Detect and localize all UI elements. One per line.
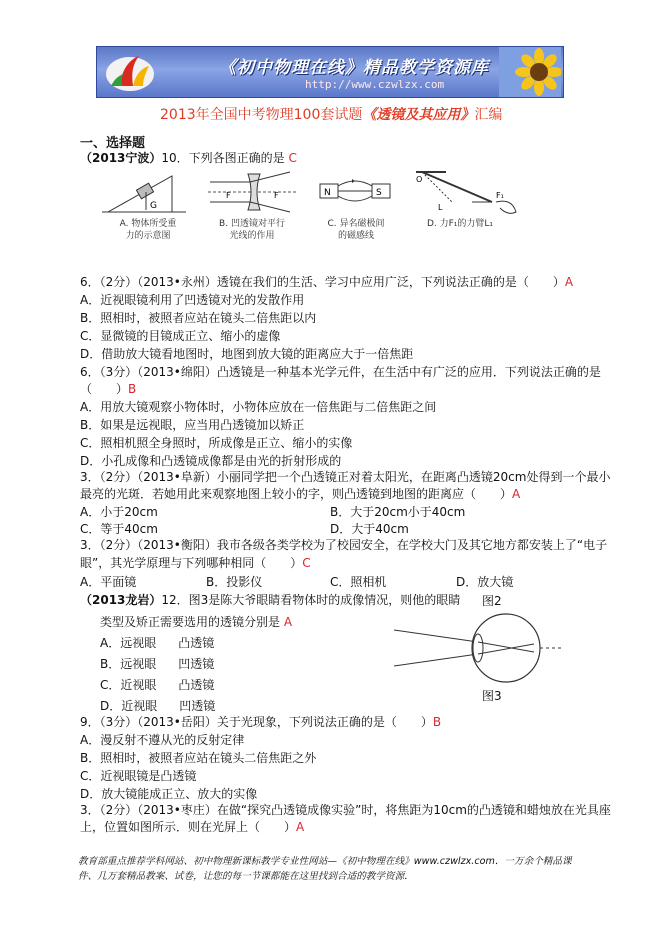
question-stem: 12．图3是陈大爷眼睛看物体时的成像情况，则他的眼睛: [161, 593, 461, 607]
banner-url[interactable]: http://www.czwlzx.com: [305, 78, 445, 91]
title-emphasis: 《透镜及其应用》: [362, 107, 475, 123]
header-banner: [96, 46, 564, 98]
svg-text:G: G: [150, 201, 157, 211]
option-d: D．借助放大镜看地图时，地图到放大镜的距离应大于一倍焦距: [80, 347, 414, 361]
option-b: B．投影仪: [206, 575, 263, 589]
option-a: [100, 634, 214, 651]
lever-arm-icon: [412, 168, 522, 218]
figure-b-caption: [204, 218, 300, 242]
caption-line: A. 物体所受重: [119, 219, 177, 229]
answer-mark: C: [302, 556, 311, 570]
option-letter: C．: [100, 678, 121, 692]
answer-mark: A: [283, 615, 293, 629]
question-stem: 最亮的光斑．若她用此来观察地图上较小的字，则凸透镜到地图的距离应（ ）: [80, 487, 513, 501]
caption-line: 光线的作用: [229, 231, 275, 241]
concave-lens-icon: [204, 168, 300, 218]
option-letter: B．: [100, 657, 121, 671]
question-3-cont: [80, 381, 136, 397]
option-b: B．大于20cm小于40cm: [330, 505, 466, 519]
eye-diagram-icon: [394, 612, 564, 684]
option-d: [100, 697, 215, 714]
question-stem: 上，位置如图所示．则在光屏上（ ）: [80, 820, 297, 834]
title-suffix: 汇编: [474, 107, 503, 123]
caption-line: 的磁感线: [337, 231, 374, 241]
question-7: [80, 714, 441, 730]
question-5-cont: [80, 555, 311, 571]
option-b: B．照相时，被照者应站在镜头二倍焦距之外: [80, 751, 317, 765]
svg-text:S: S: [376, 188, 382, 198]
figure-3-label: 图3: [482, 689, 502, 703]
page-footer: [78, 854, 588, 884]
question-8: 3．（2分）（2013•枣庄）在做“探究凸透镜成像实验”时，将焦距为10cm的凸透镜和蜡烛放在光具座: [80, 803, 611, 817]
magnet-field-icon: [308, 168, 404, 218]
document-title: [160, 104, 502, 124]
svg-text:N: N: [324, 188, 331, 198]
option-lens: 凸透镜: [178, 636, 215, 650]
option-d: D．放大镜能成正立、放大的实像: [80, 787, 258, 801]
question-stem: （ ）: [80, 382, 129, 396]
option-c: C．近视眼镜是凸透镜: [80, 769, 197, 783]
question-1-figures: [100, 168, 520, 248]
svg-text:F: F: [274, 191, 279, 200]
answer-mark: A: [296, 820, 305, 834]
question-stem: 类型及矫正需要选用的透镜分别是: [100, 615, 281, 629]
title-prefix: 2013年全国中考物理100套试题: [160, 107, 363, 123]
question-3: 6．（3分）（2013•绵阳）凸透镜是一种基本光学元件，在生活中有广泛的应用．下列说法正确的是: [80, 365, 601, 379]
figure-a: [100, 168, 196, 248]
option-lens: 凸透镜: [178, 678, 215, 692]
footer-line: 件、几万套精品教案、试卷，让您的每一节课都能在这里找到合适的教学资源．: [78, 871, 414, 882]
question-6-cont: [100, 614, 292, 630]
svg-text:L: L: [438, 203, 443, 212]
question-1: [80, 150, 297, 166]
option-eye-type: 近视眼: [120, 678, 157, 692]
section-heading: 一、选择题: [80, 136, 146, 151]
site-logo-icon: [103, 50, 157, 94]
option-a: A．近视眼镜利用了凹透镜对光的发散作用: [80, 293, 305, 307]
banner-title: 《初中物理在线》精品教学资源库: [219, 58, 489, 78]
question-2: [80, 274, 573, 290]
option-d: D．放大镜: [456, 575, 514, 589]
option-letter: D．: [100, 699, 122, 713]
option-b: B．如果是远视眼，应当用凸透镜加以矫正: [80, 418, 305, 432]
answer-mark: B: [128, 382, 137, 396]
incline-block-icon: [100, 168, 196, 218]
option-lens: 凹透镜: [178, 657, 215, 671]
option-c: C．照相机: [330, 575, 387, 589]
option-b: B．照相时，被照者应站在镜头二倍焦距以内: [80, 311, 317, 325]
question-stem: 9．（3分）（2013•岳阳）关于光现象，下列说法正确的是（ ）: [80, 715, 433, 729]
caption-line: B. 凹透镜对平行: [219, 219, 285, 229]
option-a: A．小于20cm: [80, 505, 158, 519]
figure-2-label: 图2: [482, 594, 502, 608]
caption-line: D. 力F₁的力臂L₁: [426, 219, 494, 229]
option-eye-type: 近视眼: [121, 699, 158, 713]
question-8-cont: [80, 819, 304, 835]
svg-text:F: F: [226, 191, 231, 200]
question-6: [80, 592, 460, 608]
figure-c-caption: [308, 218, 404, 242]
option-letter: A．: [100, 636, 121, 650]
question-source: （2013龙岩）: [80, 593, 162, 607]
option-c: [100, 676, 214, 693]
question-source: （2013宁波）: [80, 151, 162, 165]
svg-text:O: O: [416, 175, 423, 184]
figure-d: [412, 168, 508, 248]
svg-text:F₁: F₁: [496, 191, 504, 200]
option-eye-type: 远视眼: [120, 657, 157, 671]
answer-mark: A: [564, 275, 574, 289]
question-stem: 6．（2分）（2013•永州）透镜在我们的生活、学习中应用广泛，下列说法正确的是（ ）: [80, 275, 565, 289]
answer-mark: A: [512, 487, 521, 501]
question-5: 3．（2分）（2013•衡阳）我市各级各类学校为了校园安全，在学校大门及其它地方都安装上了“电子: [80, 538, 608, 552]
caption-line: C. 异名磁极间: [327, 219, 385, 229]
option-a: A．漫反射不遵从光的反射定律: [80, 733, 245, 747]
option-c: C．照相机照全身照时，所成像是正立、缩小的实像: [80, 436, 353, 450]
option-a: A．用放大镜观察小物体时，小物体应放在一倍焦距与二倍焦距之间: [80, 400, 437, 414]
sunflower-icon: [499, 47, 561, 97]
question-4: 3．（2分）（2013•阜新）小丽同学把一个凸透镜正对着太阳光，在距离凸透镜20cm处得到一个最小: [80, 470, 611, 484]
question-text: 10．下列各图正确的是: [161, 151, 285, 165]
figure-a-caption: [100, 218, 196, 242]
option-c: C．显微镜的目镜成正立、缩小的虚像: [80, 329, 281, 343]
option-d: D．大于40cm: [330, 522, 409, 536]
option-c: C．等于40cm: [80, 522, 158, 536]
caption-line: 力的示意图: [125, 231, 171, 241]
figure-b: [204, 168, 300, 248]
figure-c: [308, 168, 404, 248]
option-eye-type: 远视眼: [120, 636, 157, 650]
figure-d-caption: [412, 218, 508, 230]
option-d: D．小孔成像和凸透镜成像都是由光的折射形成的: [80, 454, 342, 468]
footer-line: 教育部重点推荐学科网站、初中物理新课标教学专业性网站—《初中物理在线》www.czwlzx.com．一万余个精品课: [78, 856, 572, 867]
question-stem: 眼”，其光学原理与下列哪种相同（ ）: [80, 556, 303, 570]
answer-mark: C: [288, 151, 297, 165]
option-a: A．平面镜: [80, 575, 137, 589]
answer-mark: B: [432, 715, 442, 729]
question-4-cont: [80, 486, 520, 502]
option-lens: 凹透镜: [179, 699, 216, 713]
option-b: [100, 655, 214, 672]
